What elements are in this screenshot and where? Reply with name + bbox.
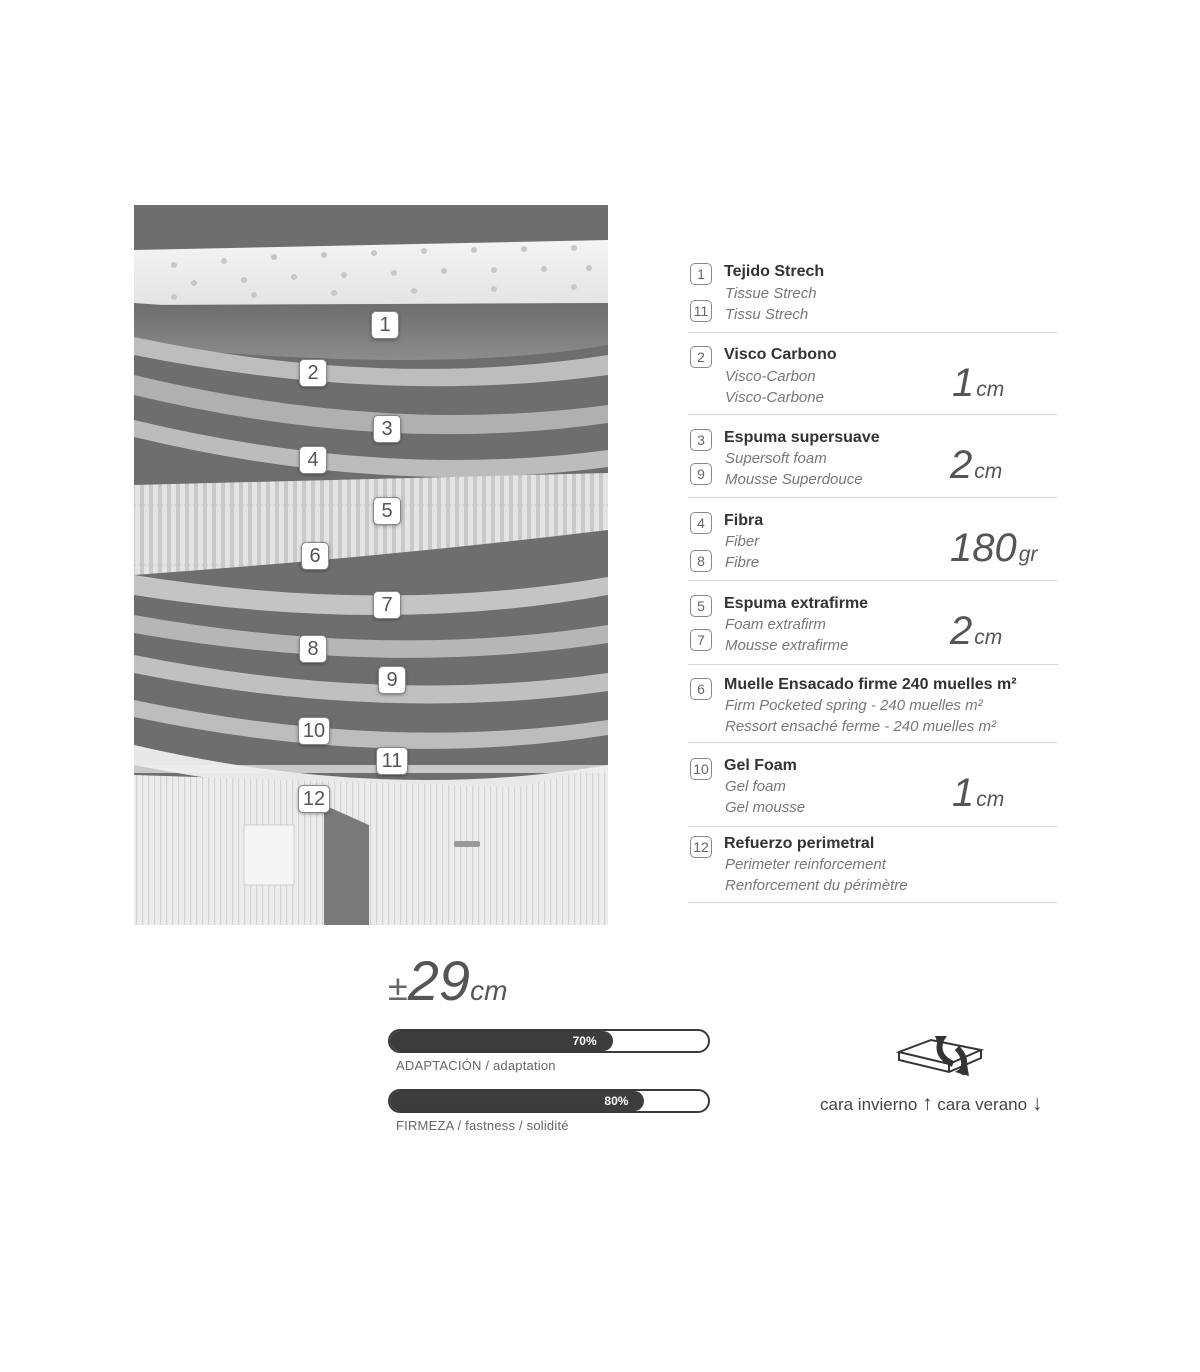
spec-weight: 180gr <box>950 526 1038 570</box>
layer-tag-8: 8 <box>299 635 327 663</box>
spec-row-refuerzo <box>688 827 1058 903</box>
layer-tag-12: 12 <box>298 785 330 813</box>
layer-number-badge: 2 <box>690 346 712 368</box>
layer-number-badge: 9 <box>690 463 712 485</box>
layer-number-badge: 1 <box>690 263 712 285</box>
layer-tag-11: 11 <box>376 747 408 775</box>
spec-thickness: 2cm <box>950 609 1003 653</box>
layer-tag-4: 4 <box>299 446 327 474</box>
layer-number-badge: 7 <box>690 629 712 651</box>
layer-tag-6: 6 <box>301 542 329 570</box>
layer-number-badge: 10 <box>690 758 712 780</box>
spec-subtitle-en: Fiber <box>725 533 760 550</box>
layer-tag-9: 9 <box>378 666 406 694</box>
spec-subtitle-fr: Tissu Strech <box>725 306 809 323</box>
layer-tag-7: 7 <box>373 591 401 619</box>
spec-subtitle-fr: Visco-Carbone <box>725 389 824 406</box>
spec-subtitle-en: Foam extrafirm <box>725 616 826 633</box>
spec-title: Refuerzo perimetral <box>724 835 875 852</box>
layer-tag-10: 10 <box>298 717 330 745</box>
spec-thickness: 2cm <box>950 443 1003 487</box>
spec-subtitle-fr: Fibre <box>725 554 760 571</box>
layer-number-badge: 5 <box>690 595 712 617</box>
spec-row-muelle-ensacado <box>688 665 1058 743</box>
flip-caption <box>820 1092 1042 1116</box>
arrow-up-icon: ↑ <box>922 1092 933 1115</box>
spec-row-espuma-supersuave <box>688 415 1058 498</box>
spec-subtitle-en: Gel foam <box>725 778 786 795</box>
layer-tag-3: 3 <box>373 415 401 443</box>
adaptation-bar <box>388 1029 710 1053</box>
spec-subtitle-en: Visco-Carbon <box>725 368 816 385</box>
spec-title: Espuma extrafirme <box>724 595 869 612</box>
spec-title: Visco Carbono <box>724 346 837 363</box>
spec-subtitle-fr: Ressort ensaché ferme - 240 muelles m² <box>725 718 996 735</box>
total-height <box>388 948 507 1013</box>
spec-title: Gel Foam <box>724 757 797 774</box>
layer-number-badge: 3 <box>690 429 712 451</box>
spec-subtitle-fr: Mousse Superdouce <box>725 471 863 488</box>
spec-subtitle-fr: Gel mousse <box>725 799 806 816</box>
layer-number-badge: 8 <box>690 550 712 572</box>
winter-side-label: cara invierno <box>820 1095 918 1114</box>
spec-row-gel-foam <box>688 743 1058 827</box>
spec-thickness: 1cm <box>952 361 1005 405</box>
spec-subtitle-en: Supersoft foam <box>725 450 827 467</box>
spec-thickness: 1cm <box>952 771 1005 815</box>
spec-title: Espuma supersuave <box>724 429 880 446</box>
spec-row-fibra <box>688 498 1058 581</box>
spec-row-espuma-extrafirme <box>688 581 1058 665</box>
spec-title: Muelle Ensacado firme 240 muelles m² <box>724 676 1017 693</box>
layer-number-badge: 11 <box>690 300 712 322</box>
spec-subtitle-en: Firm Pocketed spring - 240 muelles m² <box>725 697 983 714</box>
height-value: 29 <box>407 949 471 1012</box>
spec-subtitle-en: Perimeter reinforcement <box>725 856 886 873</box>
spec-subtitle-en: Tissue Strech <box>725 285 817 302</box>
layer-number-badge: 6 <box>690 678 712 700</box>
flip-mattress-icon <box>895 1030 985 1085</box>
height-prefix: ± <box>388 967 408 1008</box>
layer-tag-2: 2 <box>299 359 327 387</box>
spec-title: Fibra <box>724 512 764 529</box>
adaptation-percent: 70% <box>572 1034 597 1048</box>
firmness-label: FIRMEZA / fastness / solidité <box>396 1118 569 1133</box>
spec-subtitle-fr: Renforcement du périmètre <box>725 877 908 894</box>
spec-subtitle-fr: Mousse extrafirme <box>725 637 849 654</box>
spec-row-visco <box>688 333 1058 415</box>
spec-row-tejido <box>688 257 1058 333</box>
adaptation-label: ADAPTACIÓN / adaptation <box>396 1058 556 1073</box>
firmness-percent: 80% <box>604 1094 629 1108</box>
firmness-bar <box>388 1089 710 1113</box>
mattress-illustration <box>134 205 608 925</box>
layer-tag-5: 5 <box>373 497 401 525</box>
spec-list <box>688 257 1058 903</box>
summer-side-label: cara verano <box>937 1095 1028 1114</box>
height-unit: cm <box>470 975 508 1006</box>
layer-number-badge: 12 <box>690 836 712 858</box>
layer-tag-1: 1 <box>371 311 399 339</box>
arrow-down-icon: ↓ <box>1031 1092 1043 1115</box>
spec-title: Tejido Strech <box>724 263 825 280</box>
layer-number-badge: 4 <box>690 512 712 534</box>
